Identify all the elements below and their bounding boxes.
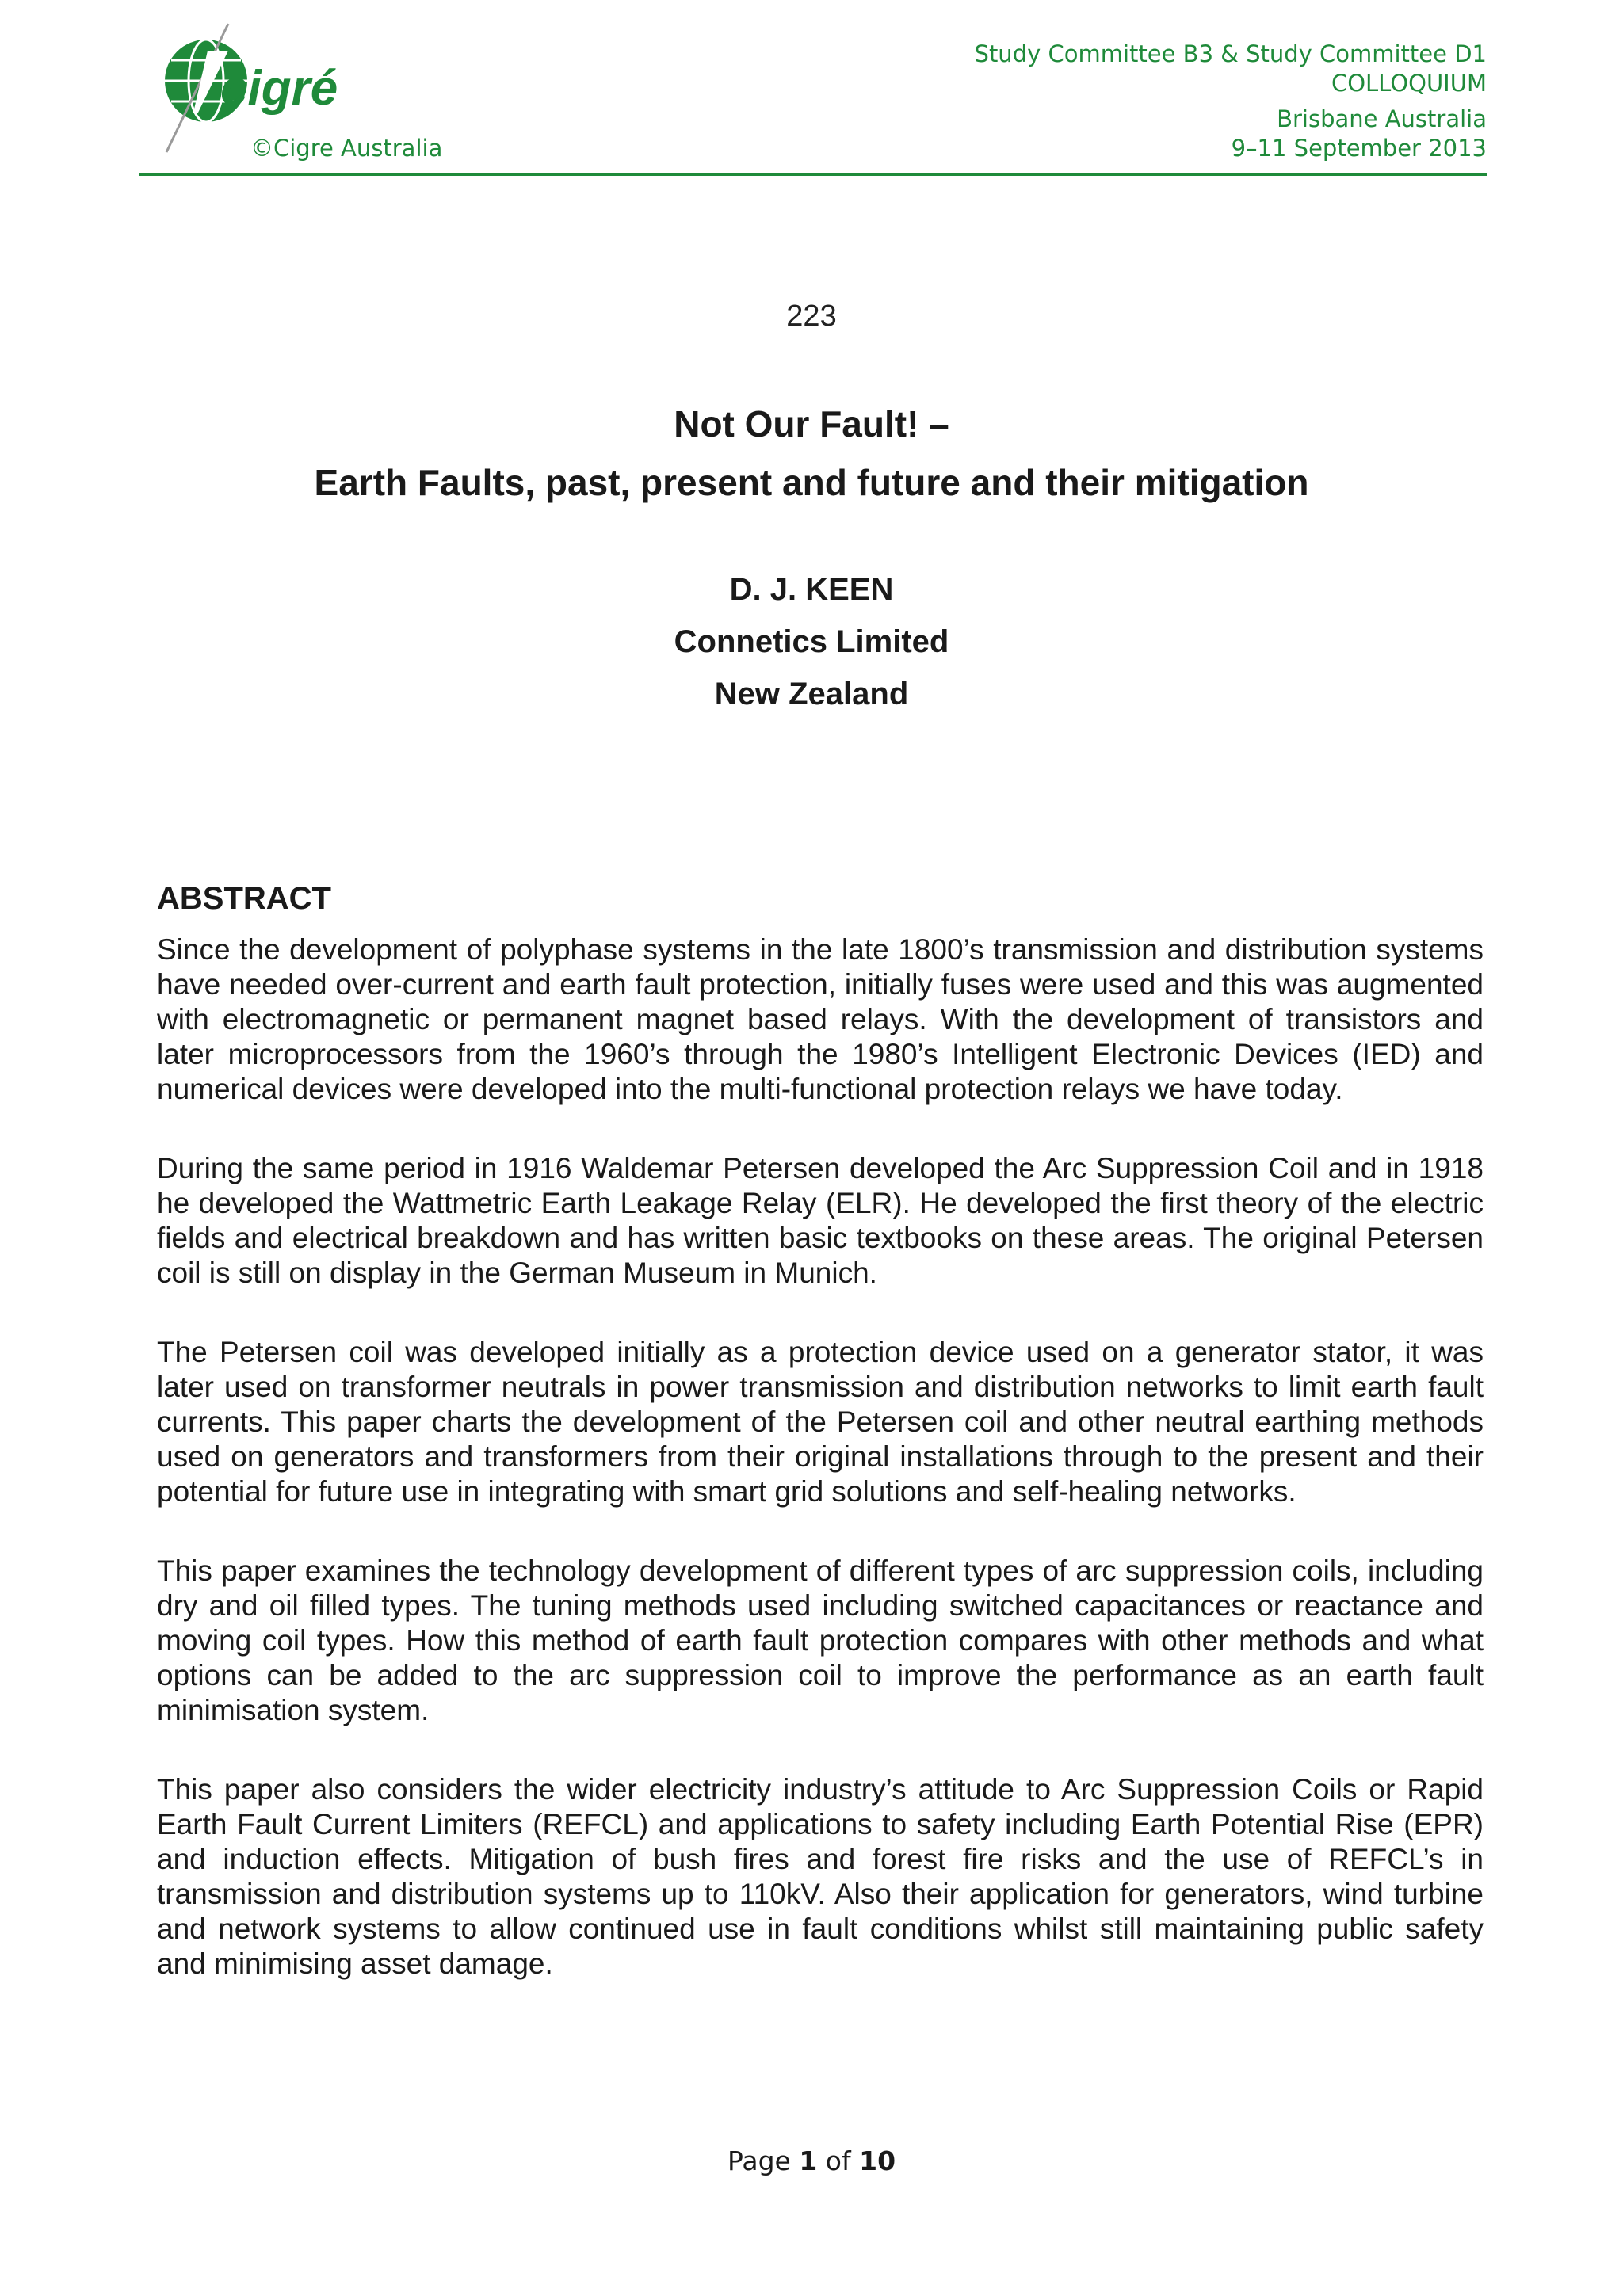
author-country: New Zealand bbox=[714, 677, 909, 711]
header-divider bbox=[139, 173, 1487, 176]
author-organisation: Connetics Limited bbox=[674, 624, 949, 659]
page-header bbox=[139, 19, 1487, 174]
page-word: Page bbox=[727, 2145, 791, 2176]
logo-wordmark: cigré bbox=[220, 61, 338, 116]
paper-title-line-1: Not Our Fault! – bbox=[674, 403, 949, 444]
event-city: Brisbane Australia bbox=[1277, 105, 1487, 132]
event-location bbox=[1232, 105, 1487, 163]
cigre-logo bbox=[152, 19, 342, 154]
abstract-paragraph: The Petersen coil was developed initially as a protection device used on a generator stator, it was later used on transformer neutrals in power transmission and distribution networks to limit earth fault currents. This paper charts the development of the Petersen coil and other neutral earthing methods used on generators and transformers from their original installations through to the present and their potential for future use in integrating with smart grid solutions and self-healing networks. bbox=[157, 1336, 1484, 1508]
paper-title-line-2: Earth Faults, past, present and future and their mitigation bbox=[314, 462, 1309, 503]
author-name: D. J. KEEN bbox=[729, 572, 894, 607]
of-word: of bbox=[825, 2145, 851, 2176]
abstract-paragraph: During the same period in 1916 Waldemar Petersen developed the Arc Suppression Coil and in 1918 he developed the Wattmetric Earth Leakage Relay (ELR). He developed the first theory of the electric fields and electrical breakdown and has written basic textbooks on these areas. The original Petersen coil is still on display in the German Museum in Munich. bbox=[157, 1152, 1484, 1289]
paper-number: 223 bbox=[786, 299, 837, 333]
committee-name: Study Committee B3 & Study Committee D1 bbox=[974, 40, 1487, 67]
event-dates: 9–11 September 2013 bbox=[1231, 135, 1487, 162]
abstract-paragraph: This paper also considers the wider electricity industry’s attitude to Arc Suppression Coils or Rapid Earth Fault Current Limiters (REFCL) and applications to safety including Earth Potential Rise (EPR) and induction effects. Mitigation of bush fires and forest fire risks and the use of REFCL’s in transmission and distribution systems up to 110kV. Also their application for generators, wind turbine and network systems to allow continued use in fault conditions whilst still maintaining public safety and minimising asset damage. bbox=[157, 1773, 1484, 1980]
abstract-heading: ABSTRACT bbox=[157, 881, 331, 916]
page-footer bbox=[0, 2145, 1623, 2176]
total-pages-number: 10 bbox=[859, 2145, 896, 2176]
abstract-paragraph: Since the development of polyphase systems in the late 1800’s transmission and distribution systems have needed over-current and earth fault protection, initially fuses were used and this was augmented with electromagnetic or permanent magnet based relays. With the development of transistors and later microprocessors from the 1960’s through the 1980’s Intelligent Electronic Devices (IED) and numerical devices were developed into the multi-functional protection relays we have today. bbox=[157, 933, 1484, 1105]
abstract-paragraph: This paper examines the technology development of different types of arc suppression coils, including dry and oil filled types. The tuning methods used including switched capacitances or reactance and moving coil types. How this method of earth fault protection compares with other methods and what options can be added to the arc suppression coil to improve the performance as an earth fault minimisation system. bbox=[157, 1554, 1484, 1726]
event-type: COLLOQUIUM bbox=[1331, 70, 1487, 97]
current-page-number: 1 bbox=[799, 2145, 818, 2176]
committee-info bbox=[975, 40, 1487, 98]
copyright-notice: ©Cigre Australia bbox=[250, 135, 443, 162]
abstract-body bbox=[157, 933, 1484, 2026]
